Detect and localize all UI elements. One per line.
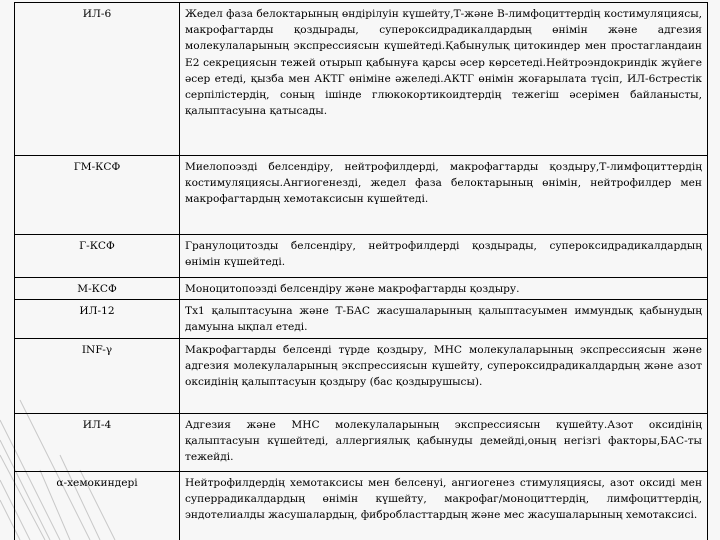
cytokine-description: Тх1 қалыптасуына және Т-БАС жасушаларының қалыптасуымен иммундық қабынудың дамуына ықпал етеді. [180, 300, 708, 338]
cytokine-description: Моноцитопоэзді белсендіру және макрофагтарды қоздыру. [180, 278, 708, 300]
cytokine-name: ИЛ-12 [15, 300, 180, 338]
cytokine-table [14, 2, 708, 540]
cytokine-description: Гранулоцитозды белсендіру, нейтрофилдерді қоздырады, супероксидрадикалдардың өнімін күшейтеді. [180, 235, 708, 278]
cytokine-name: Г-КСФ [15, 235, 180, 278]
table-row [15, 278, 708, 300]
cytokine-description: Адгезия және МНС молекулаларының экспрессиясын күшейту.Азот оксидінің қалыптасуын күшейтеді, аллергиялық қабынуды демейді,оның негізгі факторы,БАС-ты тежейді. [180, 413, 708, 471]
cytokine-description: Макрофагтарды белсенді түрде қоздыру, МНС молекулаларының экспрессиясын және адгезия молекулаларының экспрессиясын күшейту, супероксидрадикалдардың және азот оксидінің қалыптасуын қоздыру (бас қоздырушысы). [180, 338, 708, 413]
table-row [15, 338, 708, 413]
cytokine-description: Нейтрофилдердің хемотаксисы мен белсенуі, ангиогенез стимуляциясы, азот оксиді мен суперрадикалдардың өнімін күшейту, макрофаг/моноциттердің, лимфоциттердің, эндотелиалды жасушалардың, фибробласттардың және мес жасушаларының хемотаксисі. [180, 471, 708, 540]
cytokine-description: Жедел фаза белоктарының өндірілуін күшейту,Т-және В-лимфоциттердің костимуляциясы, макрофагтарды қоздырады, супероксидрадикалдардың өнімін және адгезия молекулаларының экспрессиясын күшейтеді.Қабынулық цитокиндер мен простагландаин Е2 секрециясын тежей отырып қабынуға қарсы әсер көрсетеді.Нейтроэндокриндік жүйеге әсер етеді, қызба мен АКТГ өніміне әжеледі.АКТГ өнімін жоғарылата түсіп, ИЛ-6стрестік серпілістердің, соның ішінде глюкокортикоидтердің тежегіш әсерімен байланысты, қалыптасуына қатысады. [180, 3, 708, 156]
table-row [15, 156, 708, 235]
table-row [15, 471, 708, 540]
cytokine-description: Миелопоэзді белсендіру, нейтрофилдерді, макрофагтарды қоздыру,Т-лимфоциттердің костимуляциясы.Ангиогенезді, жедел фаза белоктарының өнімін, нейтрофилдер мен макрофагтардың хемотаксисын күшейтеді. [180, 156, 708, 235]
cytokine-name: ГМ-КСФ [15, 156, 180, 235]
cytokine-name: ИЛ-6 [15, 3, 180, 156]
table-row [15, 413, 708, 471]
table-row [15, 300, 708, 338]
cytokine-name: INF-γ [15, 338, 180, 413]
cytokine-name: М-КСФ [15, 278, 180, 300]
table-row [15, 235, 708, 278]
table-row [15, 3, 708, 156]
cytokine-name: ИЛ-4 [15, 413, 180, 471]
cytokine-name: α-хемокиндері [15, 471, 180, 540]
